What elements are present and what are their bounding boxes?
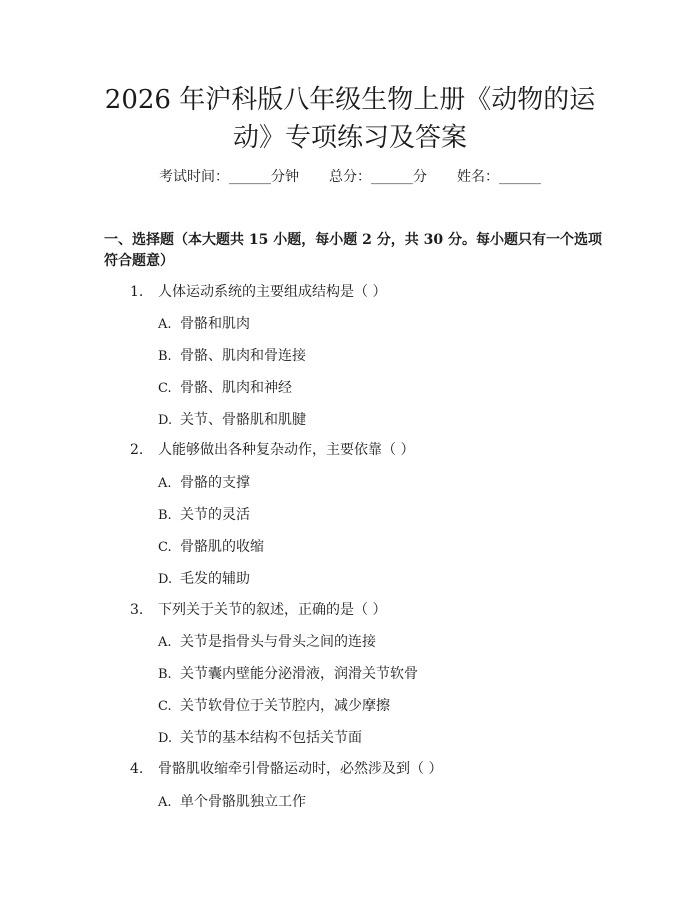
question-1-option-a: [158, 314, 250, 335]
question-3: [130, 600, 386, 620]
option-letter: D.: [158, 731, 173, 746]
question-1: [130, 282, 386, 302]
question-number: 4.: [130, 761, 144, 777]
question-3-option-c: [158, 696, 390, 717]
question-4-option-a: [158, 792, 306, 813]
option-letter: B.: [158, 349, 172, 364]
option-text: 骨骼肌的收缩: [180, 539, 264, 555]
question-1-option-b: [158, 346, 306, 367]
question-2-option-b: [158, 505, 250, 526]
option-text: 关节的基本结构不包括关节面: [180, 730, 362, 746]
option-text: 关节软骨位于关节腔内，减少摩擦: [180, 698, 390, 714]
option-text: 关节的灵活: [180, 507, 250, 523]
question-2-option-c: [158, 537, 264, 558]
option-letter: D.: [158, 572, 173, 587]
question-2-option-a: [158, 473, 250, 494]
option-text: 单个骨骼肌独立工作: [180, 794, 306, 810]
question-1-option-c: [158, 378, 292, 399]
section-heading: 一、选择题（本大题共 15 小题，每小题 2 分，共 30 分。每小题只有一个选项符合题意）: [104, 232, 602, 269]
option-letter: B.: [158, 667, 172, 682]
student-name-label: 姓名：______: [457, 169, 541, 185]
question-2: [130, 440, 414, 460]
question-3-option-d: [158, 728, 362, 749]
option-text: 骨骼的支撑: [180, 475, 250, 491]
document-title-line-2: 动》专项练习及答案: [232, 123, 467, 153]
option-text: 关节囊内壁能分泌滑液，润滑关节软骨: [180, 666, 418, 682]
question-1-option-d: [158, 410, 306, 431]
option-letter: B.: [158, 508, 172, 523]
option-letter: D.: [158, 413, 173, 428]
question-2-option-d: [158, 569, 250, 590]
option-text: 毛发的辅助: [180, 571, 250, 587]
question-text: 骨骼肌收缩牵引骨骼运动时，必然涉及到（ ）: [158, 761, 443, 777]
question-3-option-a: [158, 632, 376, 653]
question-4: [130, 759, 442, 779]
option-letter: A.: [158, 795, 172, 810]
question-text: 人能够做出各种复杂动作，主要依靠（ ）: [158, 442, 415, 458]
question-3-option-b: [158, 664, 418, 685]
total-score-label: 总分：______分: [329, 169, 427, 185]
option-letter: C.: [158, 381, 172, 396]
option-letter: C.: [158, 699, 172, 714]
question-text: 下列关于关节的叙述，正确的是（ ）: [158, 602, 387, 618]
question-text: 人体运动系统的主要组成结构是（ ）: [158, 284, 387, 300]
option-text: 关节是指骨头与骨头之间的连接: [180, 634, 376, 650]
question-number: 3.: [130, 602, 144, 618]
option-letter: A.: [158, 317, 172, 332]
option-text: 关节、骨骼肌和肌腱: [180, 412, 306, 428]
question-number: 2.: [130, 442, 144, 458]
question-number: 1.: [130, 284, 144, 300]
option-text: 骨骼和肌肉: [180, 316, 250, 332]
option-letter: C.: [158, 540, 172, 555]
option-letter: A.: [158, 476, 172, 491]
option-letter: A.: [158, 635, 172, 650]
exam-info-line: [0, 167, 700, 187]
exam-time-label: 考试时间：______分钟: [159, 169, 299, 185]
option-text: 骨骼、肌肉和骨连接: [180, 348, 306, 364]
option-text: 骨骼、肌肉和神经: [180, 380, 292, 396]
document-title-line-1: 2026 年沪科版八年级生物上册《动物的运: [104, 85, 596, 115]
